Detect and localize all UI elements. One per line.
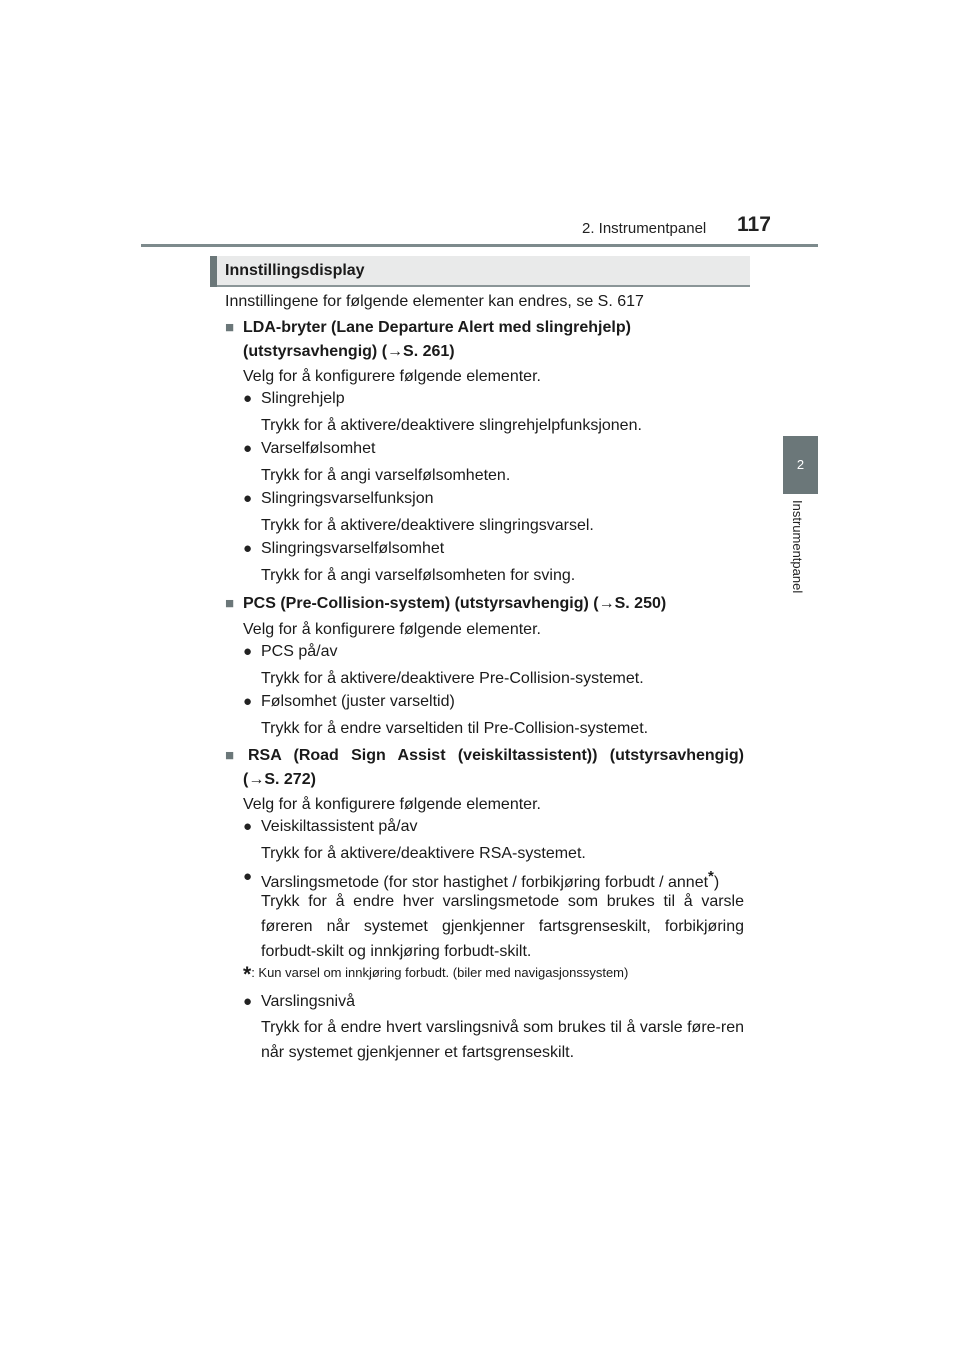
pcs-item-desc: Trykk for å endre varseltiden til Pre-Collision-systemet. [261, 720, 649, 737]
pcs-item-title: PCS på/av [261, 643, 338, 660]
lda-item-desc: Trykk for å aktivere/deaktivere slingrehjelpfunksjonen. [261, 417, 642, 434]
rsa-heading-line1: RSA (Road Sign Assist (veiskiltassistent)) (utstyrsavhengig) [248, 747, 744, 764]
pcs-lead: Velg for å konfigurere følgende elementer. [243, 621, 541, 638]
lda-item-title: Slingringsvarselfølsomhet [261, 540, 445, 557]
round-bullet-icon: ● [243, 390, 253, 407]
rsa-item-desc: Trykk for å aktivere/deaktivere RSA-systemet. [261, 845, 586, 862]
lda-item-title: Slingringsvarselfunksjon [261, 490, 434, 507]
header-divider [141, 244, 818, 247]
chapter-tab-number: 2 [783, 436, 818, 494]
lda-item-desc: Trykk for å aktivere/deaktivere slingringsvarsel. [261, 517, 594, 534]
section-header-accent [210, 256, 217, 287]
chapter-tab-label [790, 500, 812, 610]
round-bullet-icon: ● [243, 490, 253, 507]
round-bullet-icon: ● [243, 868, 253, 885]
round-bullet-icon: ● [243, 540, 253, 557]
rsa-item-title: Varslingsnivå [261, 993, 355, 1010]
intro-text: Innstillingene for følgende elementer kan endres, se S. 617 [225, 293, 644, 310]
lda-item-title: Slingrehjelp [261, 390, 345, 407]
section-title: Innstillingsdisplay [225, 262, 365, 279]
rsa-item-desc: Trykk for å endre hver varslingsmetode som brukes til å varsle føreren når systemet gjenkjenner fartsgrenseskilt, forbikjøring forbudt-skilt og innkjøring forbudt-skilt. [261, 893, 744, 960]
lda-lead: Velg for å konfigurere følgende elementer. [243, 368, 541, 385]
square-bullet-icon: ■ [225, 747, 235, 764]
rsa-heading-line2: (→S. 272) [243, 771, 316, 788]
rsa-lead: Velg for å konfigurere følgende elementer. [243, 796, 541, 813]
footnote-marker: * [243, 963, 252, 986]
round-bullet-icon: ● [243, 693, 253, 710]
lda-heading-line2: (utstyrsavhengig) (→S. 261) [243, 343, 455, 360]
lda-item-title: Varselfølsomhet [261, 440, 376, 457]
rsa-item-title-text: Varslingsmetode (for stor hastighet / forbikjøring forbudt / annet [261, 874, 709, 891]
round-bullet-icon: ● [243, 643, 253, 660]
round-bullet-icon: ● [243, 818, 253, 835]
pcs-item-title: Følsomhet (juster varseltid) [261, 693, 455, 710]
lda-item-desc: Trykk for å angi varselfølsomheten. [261, 467, 511, 484]
chapter-tab-label-text: Instrumentpanel [790, 500, 805, 594]
lda-item-desc: Trykk for å angi varselfølsomheten for sving. [261, 567, 576, 584]
footnote [243, 963, 628, 987]
rsa-item-desc: Trykk for å endre hvert varslingsnivå som brukes til å varsle føre-ren når systemet gjenkjenner et fartsgrenseskilt. [261, 1019, 744, 1061]
round-bullet-icon: ● [243, 440, 253, 457]
running-header-section: 2. Instrumentpanel [582, 220, 707, 237]
square-bullet-icon: ■ [225, 319, 235, 336]
lda-heading-line1: LDA-bryter (Lane Departure Alert med slingrehjelp) [243, 319, 631, 336]
footnote-ref: * [708, 868, 714, 885]
rsa-item-title-close: ) [713, 874, 720, 891]
square-bullet-icon: ■ [225, 595, 235, 612]
rsa-item-title: Veiskiltassistent på/av [261, 818, 418, 835]
footnote-text: : Kun varsel om innkjøring forbudt. (biler med navigasjonssystem) [251, 965, 629, 980]
pcs-heading: PCS (Pre-Collision-system) (utstyrsavhengig) (→S. 250) [243, 595, 667, 612]
round-bullet-icon: ● [243, 993, 253, 1010]
pcs-item-desc: Trykk for å aktivere/deaktivere Pre-Collision-systemet. [261, 670, 644, 687]
page-number: 117 [737, 213, 771, 236]
